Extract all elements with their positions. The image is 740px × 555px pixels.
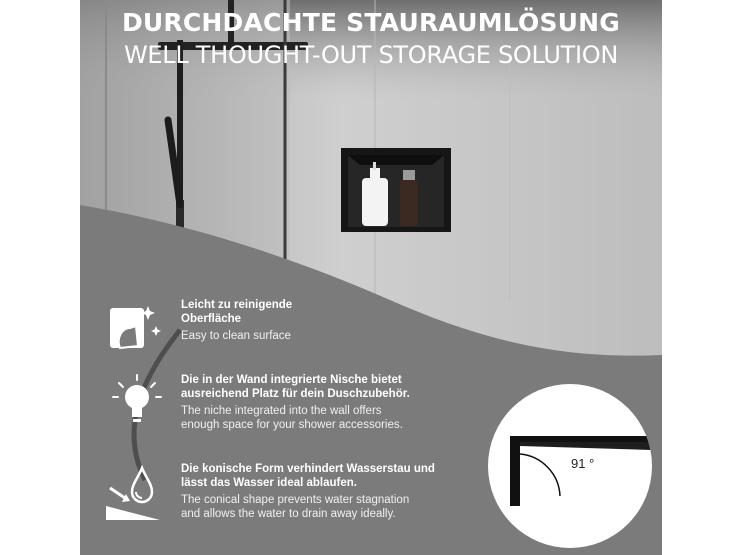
hand-wipe-icon [102, 298, 164, 360]
feature-desc-line1: The niche integrated into the wall offers [181, 405, 382, 417]
lightbulb-idea-icon [102, 373, 164, 435]
feature-conical-shape [80, 462, 480, 542]
feature-desc-line1: Easy to clean surface [181, 330, 291, 342]
angle-label: 91 ° [571, 456, 595, 471]
feature-desc-line2: enough space for your shower accessories. [181, 419, 403, 431]
product-image [80, 0, 662, 555]
feature-easy-clean [80, 298, 480, 378]
feature-title-line1: Leicht zu reinigende [181, 299, 293, 311]
page-title-english: WELL THOUGHT-OUT STORAGE SOLUTION [123, 41, 619, 69]
water-drop-slope-icon [102, 462, 164, 524]
feature-desc-line1: The conical shape prevents water stagnation [181, 494, 410, 506]
feature-desc-line2: and allows the water to drain away ideally. [181, 508, 396, 520]
feature-title-line2: Oberfläche [181, 313, 242, 325]
feature-title-line1: Die in der Wand integrierte Nische bietet [181, 374, 402, 386]
angle-detail-callout [488, 384, 652, 548]
feature-integrated-niche [80, 373, 480, 453]
feature-title-line2: ausreichend Platz für dein Duschzubehör. [181, 388, 410, 400]
page-title-german: DURCHDACHTE STAURAUMLÖSUNG [121, 8, 621, 37]
feature-title-line1: Die konische Form verhindert Wasserstau und [181, 463, 435, 475]
niche-cross-section [488, 384, 652, 548]
feature-title-line2: lässt das Wasser ideal ablaufen. [181, 477, 357, 489]
soap-bottle [362, 178, 388, 226]
